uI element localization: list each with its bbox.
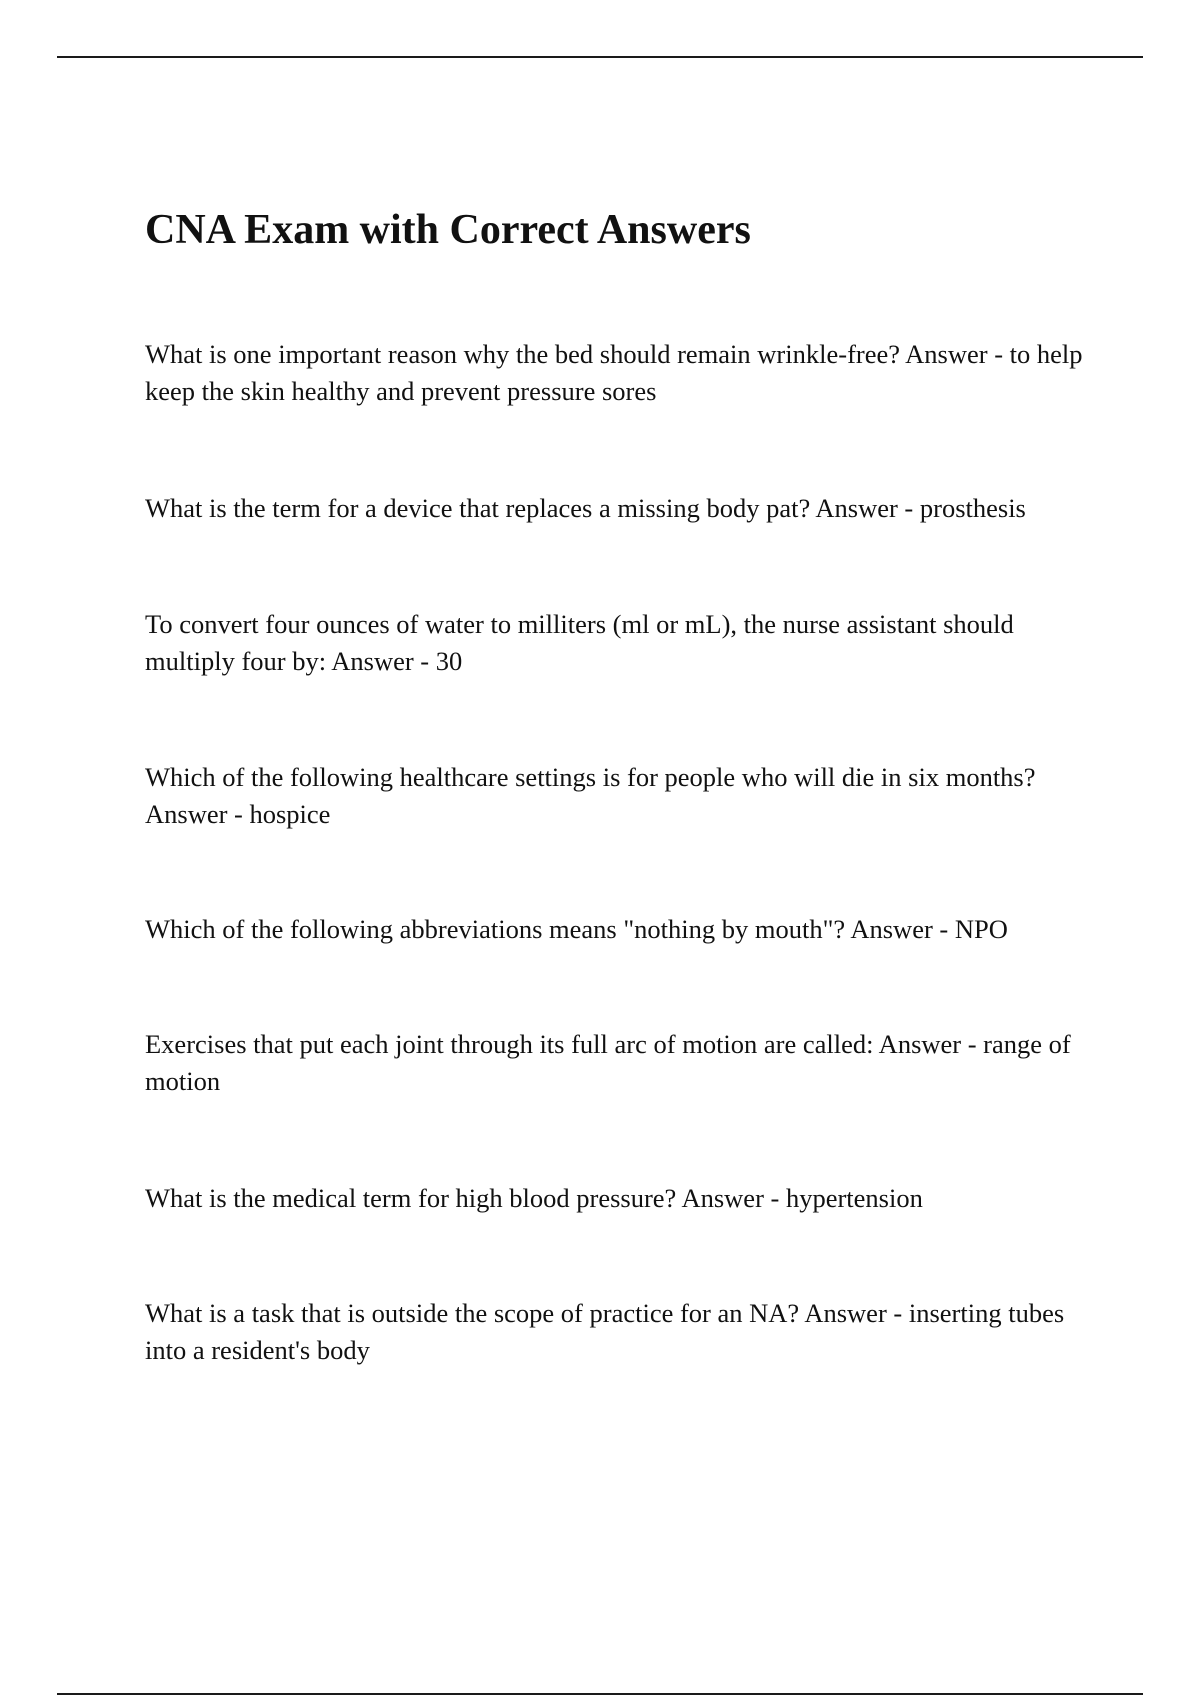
header-rule bbox=[57, 56, 1143, 58]
qa-item-3: To convert four ounces of water to milliters (ml or mL), the nurse assistant should multiply four by: Answer - 30 bbox=[145, 609, 1014, 676]
qa-item-6: Exercises that put each joint through its full arc of motion are called: Answer - range of motion bbox=[145, 1029, 1071, 1096]
document-title: CNA Exam with Correct Answers bbox=[145, 207, 751, 253]
footer-rule bbox=[57, 1693, 1143, 1695]
qa-item-2: What is the term for a device that replaces a missing body pat? Answer - prosthesis bbox=[145, 493, 1026, 523]
qa-item-5: Which of the following abbreviations means "nothing by mouth"? Answer - NPO bbox=[145, 914, 1008, 944]
qa-item-1: What is one important reason why the bed should remain wrinkle-free? Answer - to help keep the skin healthy and prevent pressure sores bbox=[145, 339, 1083, 406]
qa-item-8: What is a task that is outside the scope of practice for an NA? Answer - inserting tubes into a resident's body bbox=[145, 1298, 1065, 1365]
qa-item-7: What is the medical term for high blood pressure? Answer - hypertension bbox=[145, 1183, 923, 1213]
qa-item-4: Which of the following healthcare settings is for people who will die in six months? Answer - hospice bbox=[145, 762, 1036, 829]
